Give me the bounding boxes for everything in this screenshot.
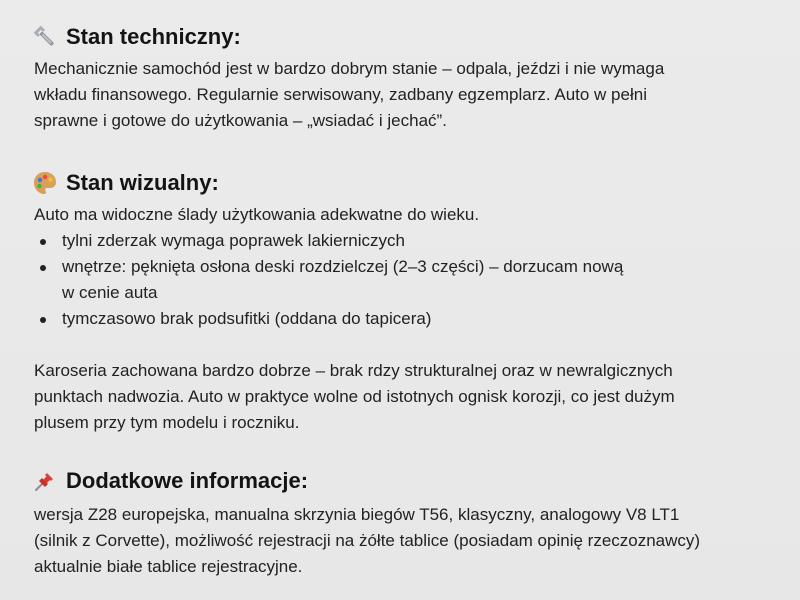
text-line: w cenie auta <box>62 283 158 302</box>
palette-icon <box>32 170 58 196</box>
visual-issues-list <box>34 228 774 332</box>
list-item <box>34 228 774 254</box>
visual-condition-title: Stan wizualny: <box>66 170 219 195</box>
technical-condition-text <box>34 56 774 134</box>
bodywork-section <box>34 358 774 436</box>
text-line: Karoseria zachowana bardzo dobrze – brak rdzy strukturalnej oraz w newralgicznych <box>34 361 673 380</box>
technical-condition-heading <box>32 22 774 52</box>
additional-info-heading <box>32 466 774 496</box>
technical-condition-title: Stan techniczny: <box>66 24 241 49</box>
text-line: (silnik z Corvette), możliwość rejestracji na żółte tablice (posiadam opinię rzeczoznawcy) <box>34 531 701 550</box>
text-line: aktualnie białe tablice rejestracyjne. <box>34 557 303 576</box>
text-line: wkładu finansowego. Regularnie serwisowany, zadbany egzemplarz. Auto w pełni <box>34 85 647 104</box>
wrench-icon <box>32 24 58 50</box>
text-line: Mechanicznie samochód jest w bardzo dobrym stanie – odpala, jeździ i nie wymaga <box>34 59 665 78</box>
technical-condition-section <box>34 22 774 134</box>
visual-condition-heading <box>32 168 774 198</box>
visual-condition-intro: Auto ma widoczne ślady użytkowania adekwatne do wieku. <box>34 205 480 224</box>
additional-info-title: Dodatkowe informacje: <box>66 468 309 493</box>
bodywork-text <box>34 358 774 436</box>
text-line: punktach nadwozia. Auto w praktyce wolne od istotnych ognisk korozji, co jest dużym <box>34 387 675 406</box>
text-line: sprawne i gotowe do użytkowania – „wsiadać i jechać”. <box>34 111 447 130</box>
list-item <box>34 306 774 332</box>
additional-info-section <box>34 466 774 580</box>
list-item <box>34 254 774 306</box>
text-line: wersja Z28 europejska, manualna skrzynia biegów T56, klasyczny, analogowy V8 LT1 <box>34 505 680 524</box>
text-line: tymczasowo brak podsufitki (oddana do tapicera) <box>62 309 432 328</box>
text-line: wnętrze: pęknięta osłona deski rozdzielczej (2–3 części) – dorzucam nową <box>62 257 624 276</box>
pushpin-icon <box>32 468 58 494</box>
text-line: plusem przy tym modelu i roczniku. <box>34 413 300 432</box>
visual-condition-section <box>34 168 774 332</box>
text-line: tylni zderzak wymaga poprawek lakierniczych <box>62 231 405 250</box>
additional-info-text <box>34 502 774 580</box>
